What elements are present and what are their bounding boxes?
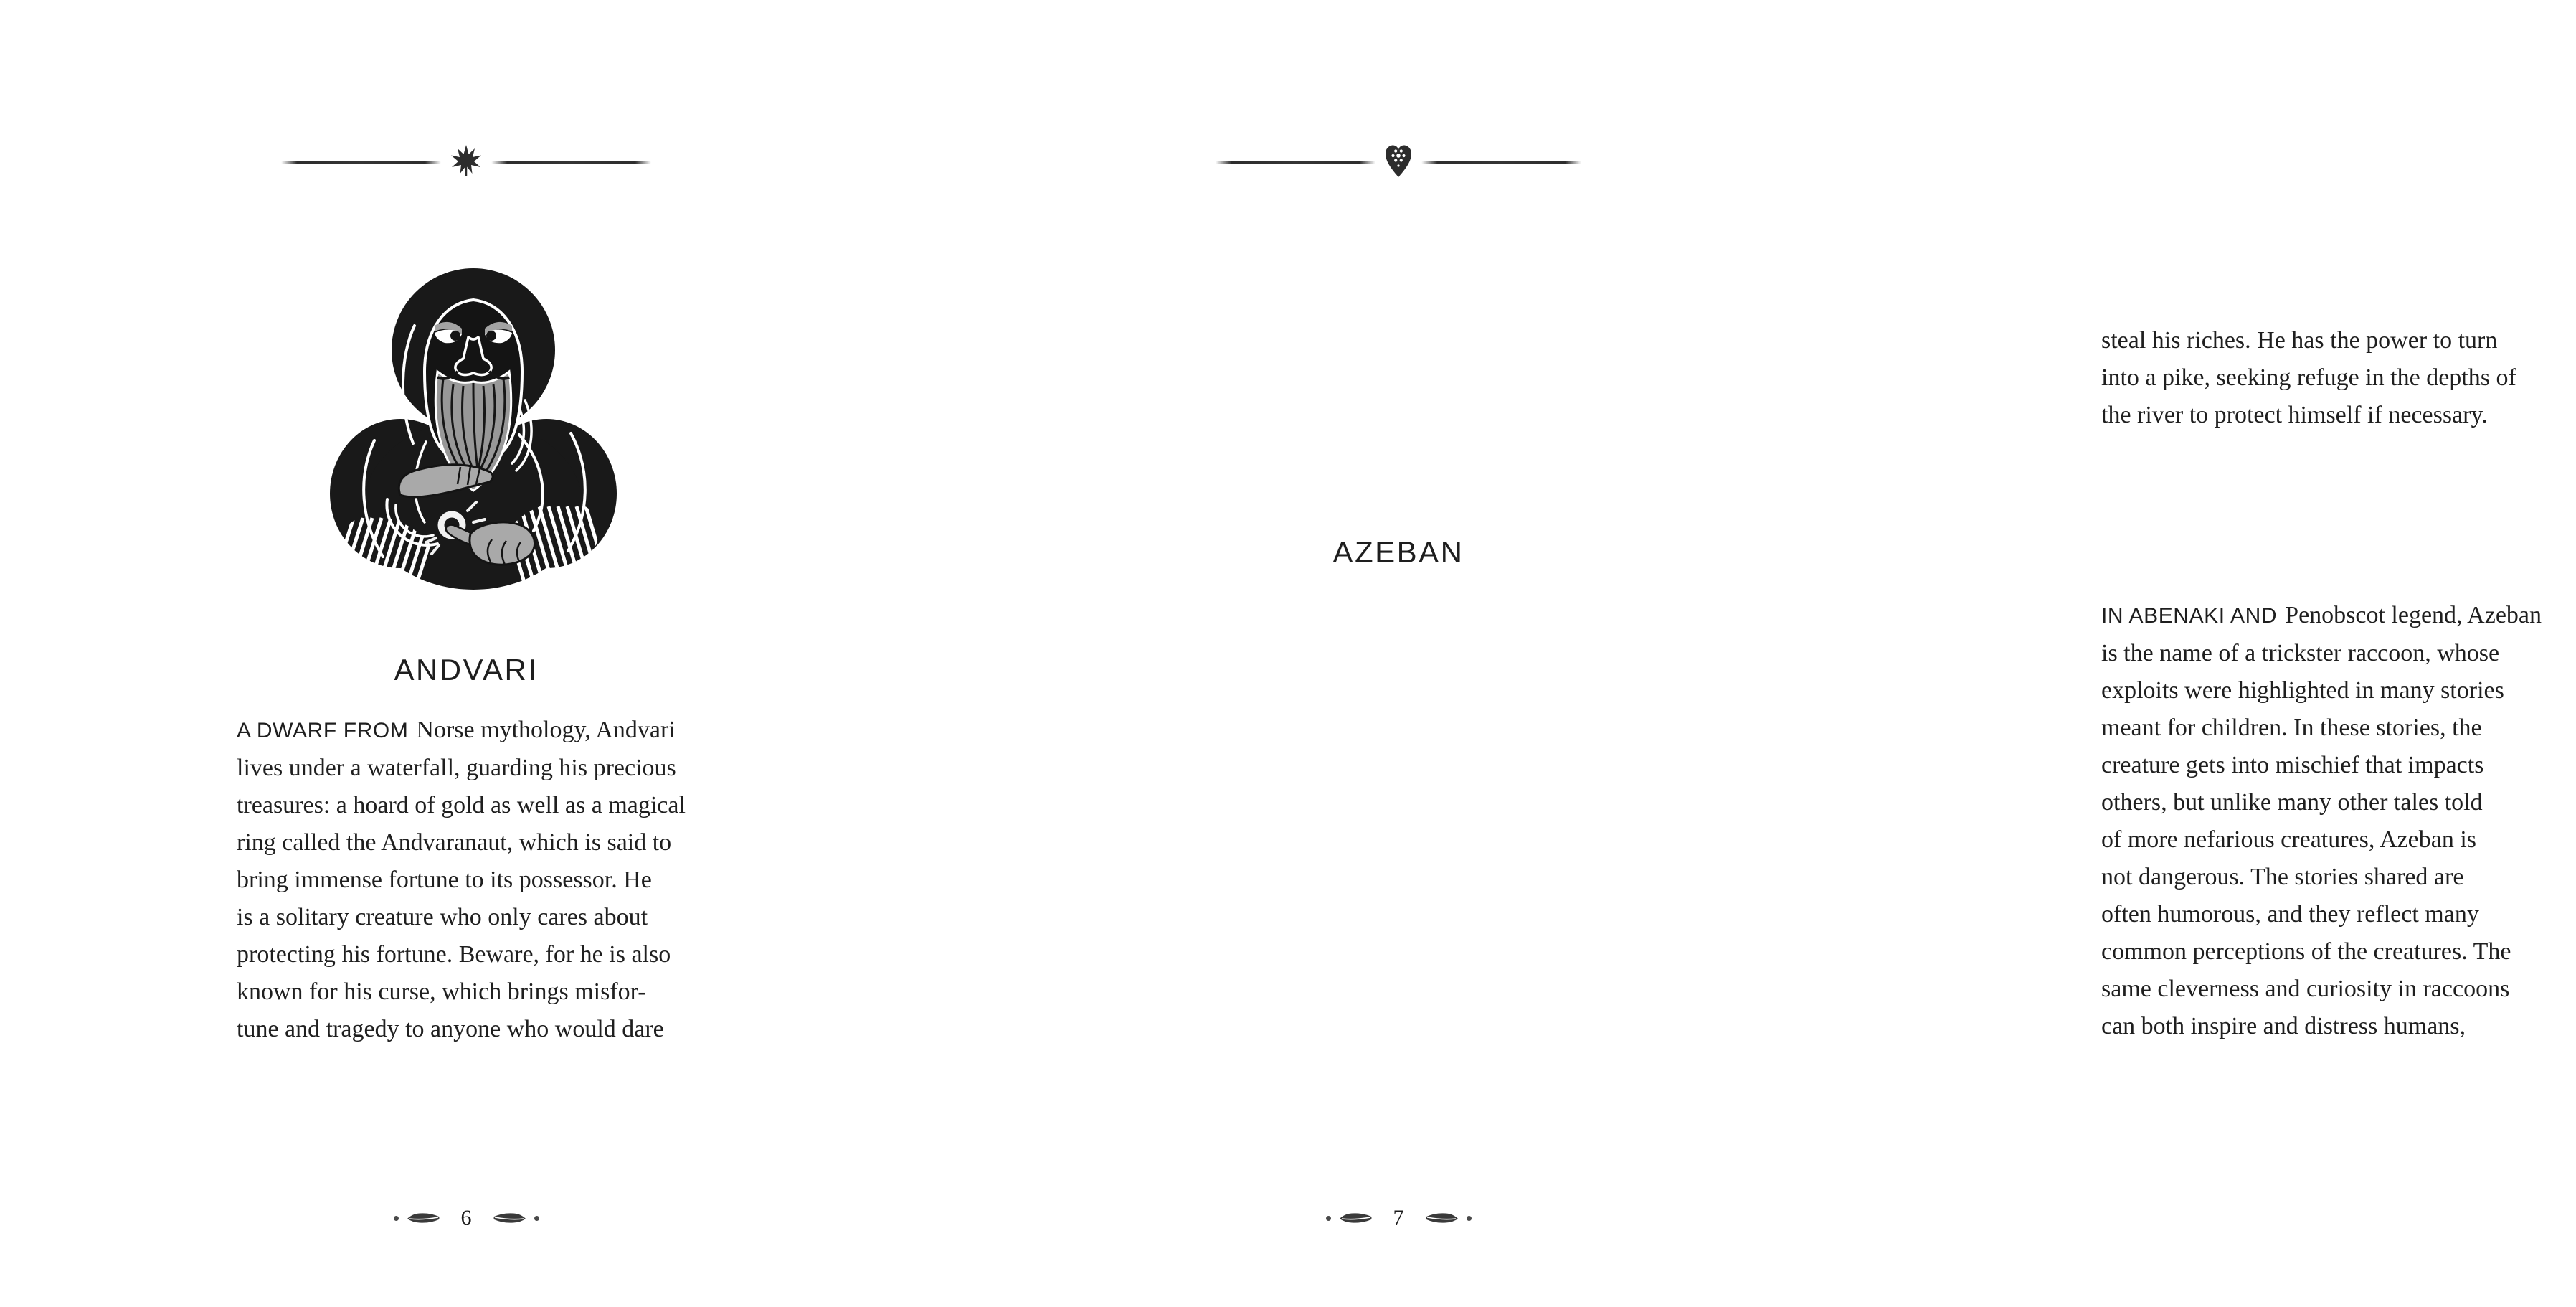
body-line: is a solitary creature who only cares about [237,904,648,930]
page-number: 6 [460,1206,472,1230]
divider-rule [281,161,441,164]
divider-rule [1216,161,1375,164]
page-number: 7 [1393,1206,1404,1230]
body-line: protecting his fortune. Beware, for he is also [237,941,671,968]
page-footer-left [0,1201,932,1235]
body-line: A DWARF FROM Norse mythology, Andvari [237,717,676,743]
leaf-icon [493,1212,526,1225]
leaf-icon [1426,1212,1459,1225]
azeban-body-text [2101,597,2576,1045]
maple-leaf-icon [450,144,482,181]
andvari-dwarf-illustration [330,263,617,594]
footer-dot [534,1216,539,1221]
body-line: is the name of a trickster raccoon, whose [2101,640,2500,666]
heart-leaf-icon [1385,143,1412,181]
body-line: ring called the Andvaranaut, which is said to [237,829,672,856]
body-line: bring immense fortune to its possessor. He [237,867,652,893]
body-line: others, but unlike many other tales told [2101,789,2483,816]
body-line: same cleverness and curiosity in raccoons [2101,976,2510,1002]
body-line: meant for children. In these stories, the [2101,714,2482,741]
body-line: can both inspire and distress humans, [2101,1013,2466,1039]
footer-dot [1326,1216,1331,1221]
entry-heading-azeban: AZEBAN [1332,534,1464,569]
andvari-continuation-text [2101,322,2576,434]
body-line: known for his curse, which brings misfor- [237,978,646,1005]
chapter-divider-left [0,146,932,178]
lead-in-phrase: A DWARF FROM [237,719,409,742]
body-line: into a pike, seeking refuge in the depths of [2101,364,2516,391]
chapter-divider-right [932,146,1865,178]
page-left [0,0,932,1307]
divider-rule [1421,161,1581,164]
body-line: steal his riches. He has the power to turn [2101,327,2498,354]
body-line: exploits were highlighted in many stories [2101,677,2504,704]
divider-rule [491,161,651,164]
body-line: lives under a waterfall, guarding his precious [237,755,676,781]
leaf-icon [1339,1212,1372,1225]
body-line: IN ABENAKI AND Penobscot legend, Azeban [2101,602,2542,628]
leaf-icon [407,1212,440,1225]
lead-in-phrase: IN ABENAKI AND [2101,604,2278,628]
page-right [932,0,2542,1307]
page-footer-right [932,1201,1865,1235]
body-line: not dangerous. The stories shared are [2101,864,2464,890]
footer-dot [1467,1216,1472,1221]
body-line: often humorous, and they reflect many [2101,901,2479,928]
entry-heading-andvari: ANDVARI [394,652,539,686]
andvari-body-text [237,712,711,1048]
body-line: of more nefarious creatures, Azeban is [2101,826,2476,853]
body-line: treasures: a hoard of gold as well as a magical [237,792,686,818]
body-line: tune and tragedy to anyone who would dare [237,1016,664,1042]
body-line: the river to protect himself if necessary. [2101,402,2488,428]
footer-dot [394,1216,399,1221]
body-line: common perceptions of the creatures. The [2101,938,2511,965]
body-line: creature gets into mischief that impacts [2101,752,2484,778]
